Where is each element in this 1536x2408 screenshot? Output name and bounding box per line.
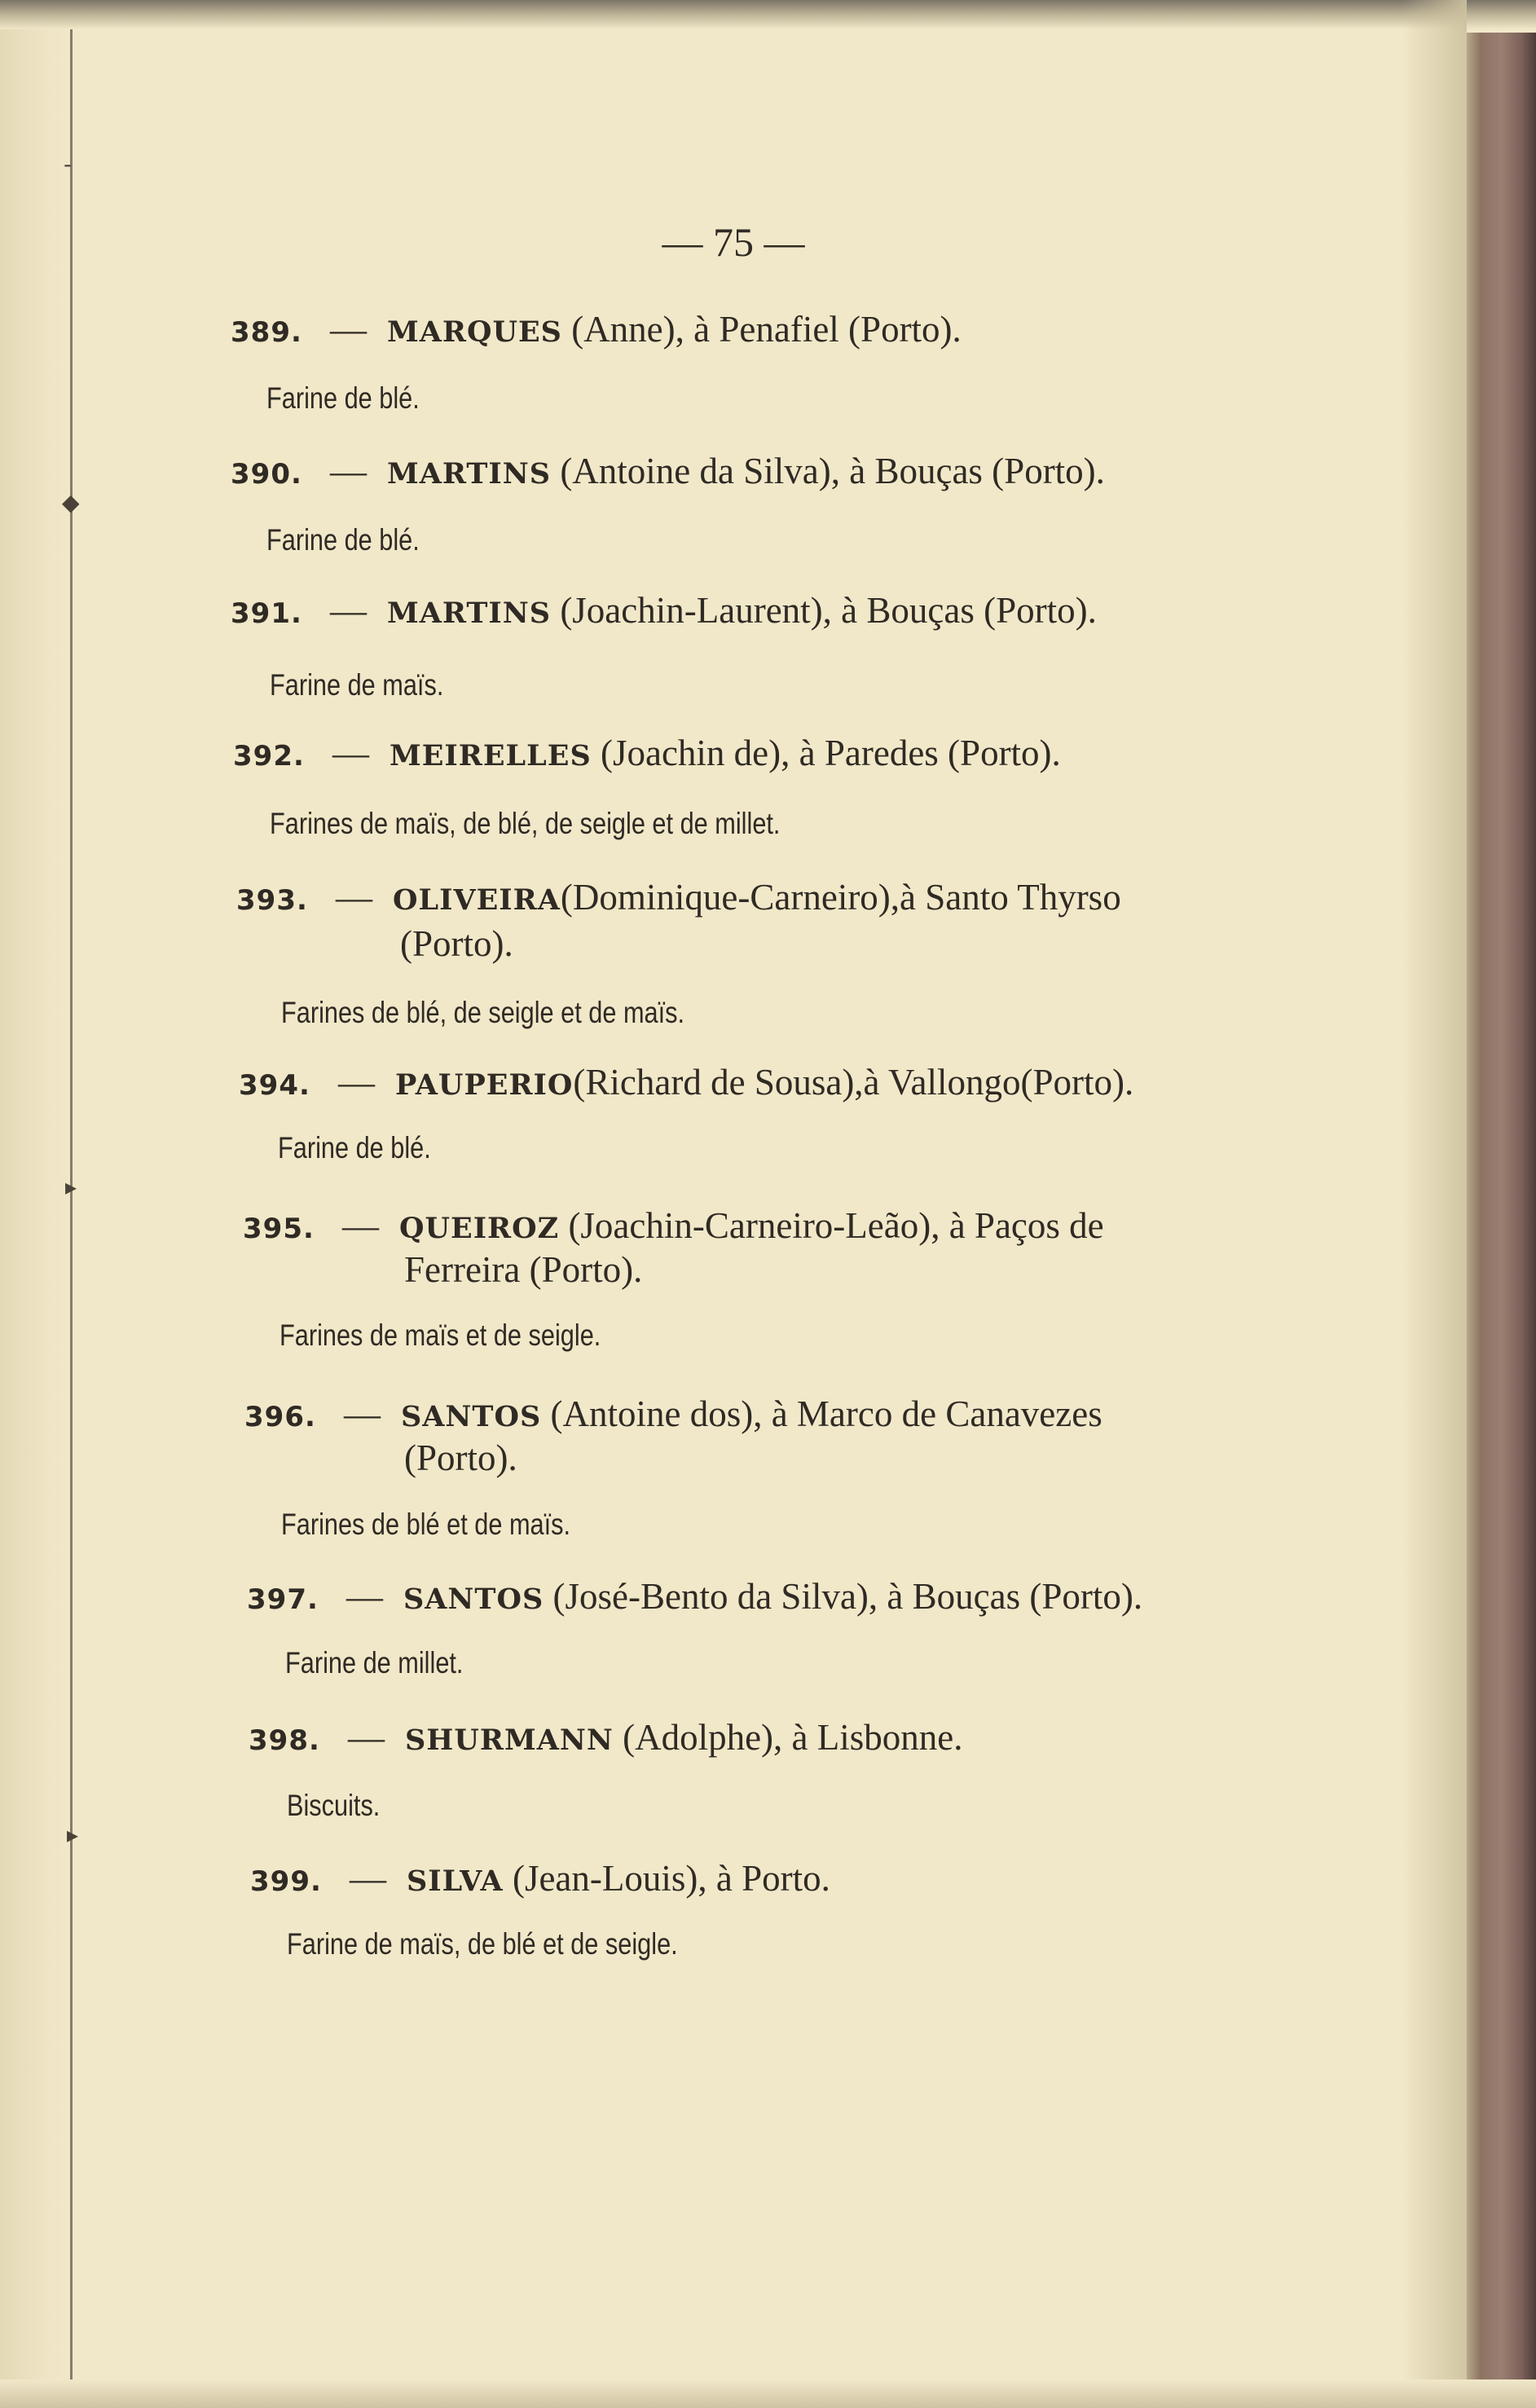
bottom-edge-shadow (0, 2379, 1536, 2408)
entry-name: MARTINS (387, 457, 552, 491)
entry-name: SANTOS (403, 1583, 544, 1616)
entry-390 (231, 450, 1105, 492)
entry-details: (Joachin-Laurent), à Bouças (Porto). (551, 590, 1097, 631)
entry-details: (Jean-Louis), à Porto. (503, 1858, 830, 1899)
entry-399-product: Farine de maïs, de blé et de seigle. (287, 1927, 678, 1961)
entry-396 (244, 1393, 1102, 1435)
entry-number: 399. (250, 1865, 322, 1898)
entry-dash: — (350, 1858, 386, 1899)
entry-dash: — (342, 1205, 379, 1246)
entry-name: OLIVEIRA (393, 883, 561, 917)
entry-dash: — (348, 1717, 385, 1758)
entry-name: SHURMANN (405, 1723, 614, 1757)
entry-details: (Adolphe), à Lisbonne. (613, 1717, 963, 1758)
entry-name: MARQUES (387, 315, 562, 349)
entry-details: (Richard de Sousa),à Vallongo(Porto). (573, 1062, 1134, 1103)
entry-dash: — (330, 309, 367, 350)
entry-391 (231, 589, 1097, 632)
entry-dash: — (332, 733, 369, 773)
entry-399 (250, 1857, 830, 1900)
binding-mark-2: ◆ (62, 489, 80, 516)
page-number: — 75 — (662, 219, 805, 265)
top-edge-shadow (0, 0, 1536, 29)
entry-name: SANTOS (401, 1400, 542, 1433)
entry-393 (236, 876, 1121, 918)
entry-details: (Antoine dos), à Marco de Canavezes (541, 1393, 1102, 1434)
entry-name: PAUPERIO (395, 1068, 574, 1102)
right-edge-shadow (1402, 0, 1467, 2408)
entry-details: (Anne), à Penafiel (Porto). (561, 309, 962, 350)
entry-dash: — (330, 590, 367, 631)
binding-mark-4: ▸ (67, 1821, 79, 1848)
page-block-edge (1467, 33, 1536, 2392)
entry-dash: — (336, 877, 372, 918)
entry-number: 389. (231, 316, 302, 349)
entry-name: SILVA (407, 1864, 504, 1898)
entry-395 (243, 1204, 1104, 1247)
entry-number: 391. (231, 597, 302, 630)
entry-393-continuation: (Porto). (400, 923, 513, 964)
entry-397-product: Farine de millet. (285, 1646, 464, 1679)
entry-number: 397. (247, 1583, 319, 1616)
entry-dash: — (338, 1062, 375, 1103)
entry-398-product: Biscuits. (287, 1789, 381, 1822)
entry-name: MEIRELLES (390, 739, 592, 773)
entry-389-product: Farine de blé. (266, 381, 420, 415)
entry-391-product: Farine de maïs. (270, 668, 444, 702)
binding-mark-3: ▸ (65, 1173, 77, 1200)
entry-details: (Joachin de), à Paredes (Porto). (591, 733, 1061, 773)
entry-394-product: Farine de blé. (278, 1131, 431, 1164)
entry-389 (231, 308, 962, 350)
entry-number: 396. (244, 1401, 316, 1433)
entry-392 (233, 732, 1061, 774)
entry-392-product: Farines de maïs, de blé, de seigle et de millet. (270, 807, 781, 840)
entry-number: 395. (243, 1213, 315, 1245)
entry-name: QUEIROZ (399, 1212, 560, 1245)
entry-396-product: Farines de blé et de maïs. (281, 1508, 571, 1541)
entry-398 (249, 1716, 963, 1759)
entry-390-product: Farine de blé. (266, 523, 420, 557)
entry-dash: — (344, 1393, 381, 1434)
entry-394 (239, 1061, 1133, 1103)
entry-number: 393. (236, 884, 308, 917)
entry-number: 394. (239, 1069, 310, 1102)
entry-number: 390. (231, 458, 302, 491)
entry-details: (Antoine da Silva), à Bouças (Porto). (551, 451, 1105, 491)
entry-details: (Dominique-Carneiro),à Santo Thyrso (560, 877, 1121, 918)
entry-dash: — (330, 451, 367, 491)
entry-397 (247, 1575, 1142, 1618)
binding-line (70, 16, 73, 2392)
entry-details: (Joachin-Carneiro-Leão), à Paços de (559, 1205, 1104, 1246)
binding-mark-1: - (64, 151, 73, 178)
entry-396-continuation: (Porto). (404, 1437, 517, 1478)
entry-number: 398. (249, 1724, 320, 1757)
entry-details: (José-Bento da Silva), à Bouças (Porto). (544, 1576, 1143, 1617)
entry-393-product: Farines de blé, de seigle et de maïs. (281, 996, 685, 1029)
entry-395-continuation: Ferreira (Porto). (404, 1249, 643, 1290)
entry-395-product: Farines de maïs et de seigle. (279, 1318, 601, 1352)
entry-number: 392. (233, 740, 305, 773)
entry-dash: — (346, 1576, 383, 1617)
left-gutter (0, 0, 77, 2408)
entry-name: MARTINS (387, 596, 552, 630)
